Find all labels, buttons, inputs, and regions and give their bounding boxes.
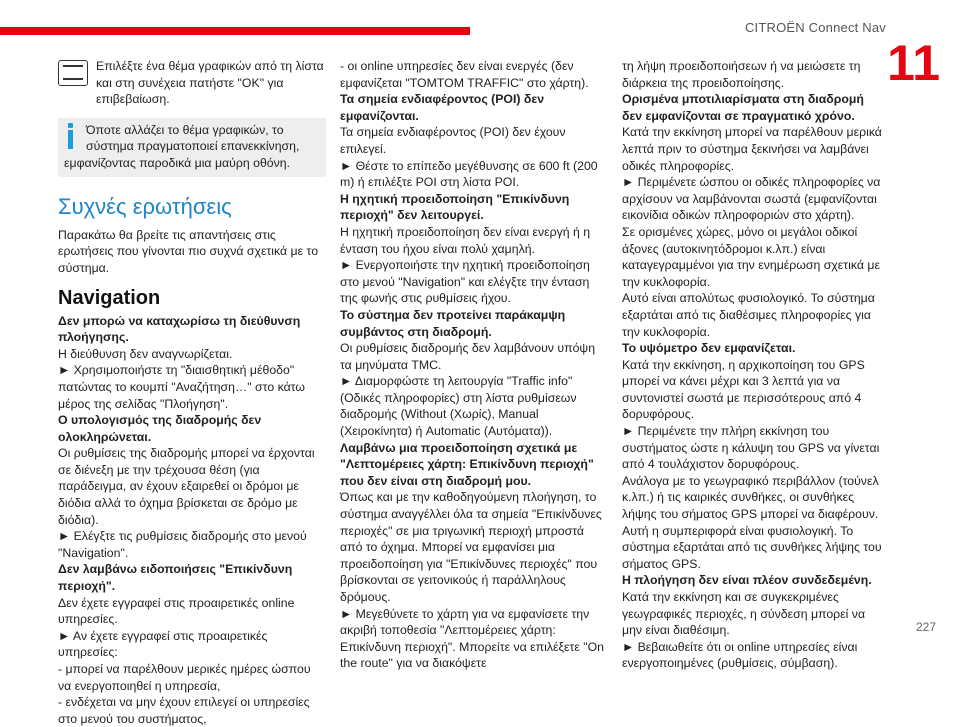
question: Ορισμένα μποτιλιαρίσματα στη διαδρομή δεν εμφανίζονται σε πραγματικό χρόνο. [622, 92, 864, 123]
answer: ► Βεβαιωθείτε ότι οι online υπηρεσίες είναι ενεργοποιημένες (ρυθμίσεις, σύμβαση). [622, 639, 858, 671]
question: Το υψόμετρο δεν εμφανίζεται. [622, 341, 796, 356]
faq-heading: Συχνές ερωτήσεις [58, 193, 232, 219]
answer: - μπορεί να παρέλθουν μερικές ημέρες ώσπου να ενεργοποιηθεί η υπηρεσία, [58, 662, 311, 693]
answer: Όπως και με την καθοδηγούμενη πλοήγηση, το σύστημα αναγγέλλει όλα τα σημεία "Επικίνδυνες περιοχές" σε μια τριγωνική περιοχή μπροστά από το όχημα. Μπορεί να εμφανίσει μια προειδοποίηση για "Επικίνδυνες περιοχές" που βρίσκονται σε γειτονικούς ή παράλληλους δρόμους. [340, 490, 602, 604]
answer: ► Περιμένετε ώσπου οι οδικές πληροφορίες να αρχίσουν να λαμβάνονται σωστά (εμφανίζονται εικονίδια οδικών πληροφοριών στο χάρτη). [622, 175, 881, 223]
column-1 [58, 58, 326, 727]
question: Ο υπολογισμός της διαδρομής δεν ολοκληρώνεται. [58, 413, 262, 444]
question: Λαμβάνω μια προειδοποίηση σχετικά με "Λεπτομέρειες χάρτη: Επικίνδυνη περιοχή" που δεν είναι στη διαδρομή μου. [340, 440, 594, 488]
question: Η πλοήγηση δεν είναι πλέον συνδεδεμένη. [622, 573, 872, 588]
answer: ► Ενεργοποιήστε την ηχητική προειδοποίηση στο μενού "Navigation" και ελέγξτε την ένταση της φωνής στις ρυθμίσεις ήχου. [340, 258, 590, 306]
answer: Κατά την εκκίνηση και σε συγκεκριμένες γεωγραφικές περιοχές, η σύνδεση μπορεί να μην είναι διαθέσιμη. [622, 590, 866, 638]
column-2 [340, 58, 608, 672]
answer: Σε ορισμένες χώρες, μόνο οι μεγάλοι οδικοί άξονες (αυτοκινητόδρομοι κ.λπ.) είναι καταγεγραμμένοι για την ενημέρωση σχετικά με την κυκλοφορία. [622, 224, 880, 289]
theme-instruction [58, 58, 326, 108]
answer: Η ηχητική προειδοποίηση δεν είναι ενεργή ή η ένταση του ήχου είναι πολύ χαμηλή. [340, 224, 591, 256]
answer: ► Ελέγξτε τις ρυθμίσεις διαδρομής στο μενού "Navigation". [58, 529, 307, 560]
answer: - ενδέχεται να μην έχουν επιλεγεί οι υπηρεσίες στο μενού του συστήματος, [58, 695, 310, 726]
answer: Η διεύθυνση δεν αναγνωρίζεται. [58, 346, 233, 361]
answer: Κατά την εκκίνηση μπορεί να παρέλθουν μερικά λεπτά πριν το σύστημα ξεκινήσει να λαμβάνει οδικές πληροφορίες. [622, 125, 882, 173]
running-header: CITROËN Connect Nav [744, 20, 886, 35]
page-number: 227 [915, 620, 936, 634]
info-icon [64, 123, 78, 149]
answer: - οι online υπηρεσίες δεν είναι ενεργές (δεν εμφανίζεται "TOMTOM TRAFFIC" στο χάρτη). [340, 59, 589, 90]
answer: Αυτή η συμπεριφορά είναι φυσιολογική. Το σύστημα εξαρτάται από τις συνθήκες λήψης του σήματος GPS. [622, 523, 882, 571]
answer: Ανάλογα με το γεωγραφικό περιβάλλον (τούνελ κ.λπ.) ή τις καιρικές συνθήκες, οι συνθήκες λήψης του σήματος GPS μπορεί να διαφέρουν. [622, 473, 879, 522]
question: Δεν μπορώ να καταχωρίσω τη διεύθυνση πλοήγησης. [58, 313, 301, 345]
answer: Δεν έχετε εγγραφεί στις προαιρετικές online υπηρεσίες. [58, 595, 295, 627]
navigation-heading: Navigation [58, 286, 161, 309]
chapter-number: 11 [887, 35, 940, 91]
answer: Οι ρυθμίσεις της διαδρομής μπορεί να έρχονται σε διένεξη με την τρέχουσα θέση (για παράδειγμα, αν έχουν εξαιρεθεί οι δρόμοι με διόδια αλλά το όχημα βρίσκεται σε δρόμο με διόδια). [58, 446, 315, 527]
info-text: Όποτε αλλάζει το θέμα γραφικών, το σύστημα πραγματοποιεί επανεκκίνηση, εμφανίζοντας παροδικά μια μαύρη οθόνη. [64, 122, 300, 170]
theme-instruction-text: Επιλέξτε ένα θέμα γραφικών από τη λίστα και στη συνέχεια πατήστε "OK" για επιβεβαίωση. [96, 59, 324, 107]
answer: Τα σημεία ενδιαφέροντος (POI) δεν έχουν επιλεγεί. [340, 125, 566, 156]
question: Η ηχητική προειδοποίηση "Επικίνδυνη περιοχή" δεν λειτουργεί. [340, 191, 570, 223]
answer: Κατά την εκκίνηση, η αρχικοποίηση του GPS μπορεί να κάνει μέχρι και 3 λεπτά για να συντονιστεί σωστά με περισσότερους από 4 δορυφόρους. [622, 357, 865, 422]
answer: ► Αν έχετε εγγραφεί στις προαιρετικές υπηρεσίες: [58, 628, 268, 660]
answer: ► Χρησιμοποιήστε τη "διαισθητική μέθοδο" πατώντας το κουμπί "Αναζήτηση…" στο κάτω μέρος της σελίδας "Πλοήγηση". [58, 363, 305, 411]
answer: ► Διαμορφώστε τη λειτουργία "Traffic info" (Οδικές πληροφορίες) στη λίστα ρυθμίσεων διαδρομής (Without (Χωρίς), Manual (Χειροκίνητα) ή Automatic (Αυτόματα)). [340, 374, 577, 439]
question: Το σύστημα δεν προτείνει παράκαμψη συμβάντος στη διαδρομή. [340, 307, 566, 339]
answer: ► Θέστε το επίπεδο μεγέθυνσης σε 600 ft (200 m) ή επιλέξτε POI στη λίστα POI. [340, 158, 598, 190]
question: Τα σημεία ενδιαφέροντος (POI) δεν εμφανίζονται. [340, 92, 545, 123]
question: Δεν λαμβάνω ειδοποιήσεις "Επικίνδυνη περιοχή". [58, 562, 293, 594]
answer: τη λήψη προειδοποιήσεων ή να μειώσετε τη διάρκεια της προειδοποίησης. [622, 59, 861, 90]
answer: Αυτό είναι απολύτως φυσιολογικό. Το σύστημα εξαρτάται από τις διαθέσιμες πληροφορίες για την κυκλοφορία. [622, 291, 875, 339]
answer: ► Περιμένετε την πλήρη εκκίνηση του συστήματος ώστε η κάλυψη του GPS να γίνεται από 4 τουλάχιστον δορυφόρους. [622, 424, 880, 472]
info-box [58, 118, 326, 177]
answer: Οι ρυθμίσεις διαδρομής δεν λαμβάνουν υπόψη τα μηνύματα TMC. [340, 341, 596, 372]
header-red-bar [0, 27, 470, 35]
faq-intro: Παρακάτω θα βρείτε τις απαντήσεις στις ερωτήσεις που γίνονται πιο συχνά σχετικά με το σύστημα. [58, 227, 319, 275]
column-3 [622, 58, 884, 672]
screen-menu-icon [58, 60, 88, 86]
answer: ► Μεγεθύνετε το χάρτη για να εμφανίσετε την ακριβή τοποθεσία "Λεπτομέρειες χάρτη: Επικίνδυνη περιοχή". Μπορείτε να επιλέξετε "On the route" για να διακόψετε [340, 606, 604, 671]
